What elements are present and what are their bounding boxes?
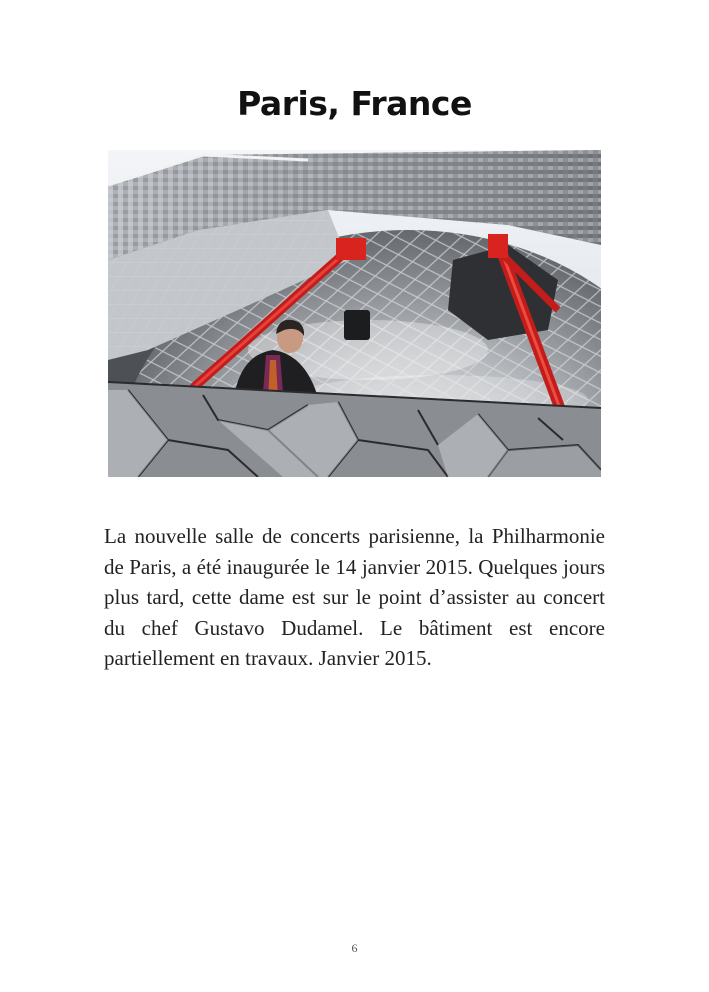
photo-caption: La nouvelle salle de concerts parisienne, la Philharmonie de Paris, a été inaugurée le 14 janvier 2015. Quelques jours plus tard, cette dame est sur le point d’assister au concert du chef Gustavo Dudamel. Le bâtiment est encore partiellement en travaux. Janvier 2015. [104,524,605,670]
page-number: 6 [351,941,358,955]
philharmonie-photo [108,150,601,477]
page-title: Paris, France [237,84,472,123]
photo-illustration [108,150,601,477]
